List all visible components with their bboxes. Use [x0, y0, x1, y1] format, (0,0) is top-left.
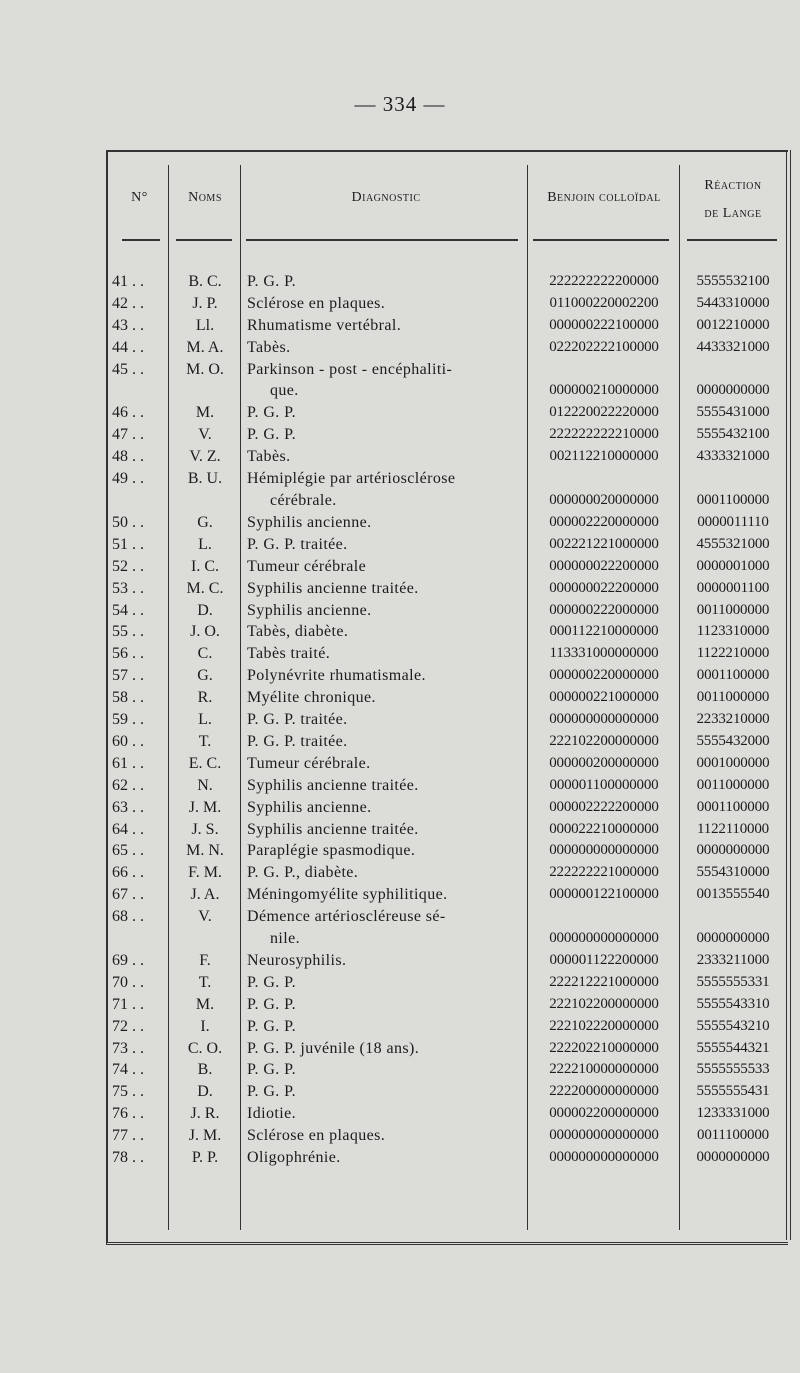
- row-diagnostic: Paraplégie spasmodique.: [247, 842, 416, 860]
- row-lange: 1123310000: [696, 623, 770, 640]
- row-benjoin: 000000221000000: [549, 689, 659, 706]
- row-number: 57 . .: [112, 667, 144, 685]
- row-name: J. P.: [192, 294, 218, 312]
- row-diagnostic: P. G. P. traitée.: [247, 732, 348, 750]
- row-benjoin: 222202210000000: [549, 1039, 659, 1056]
- row-number: 54 . .: [112, 601, 144, 619]
- row-diagnostic: P. G. P.: [247, 1061, 297, 1079]
- row-number: 72 . .: [112, 1017, 144, 1035]
- row-number: 58 . .: [112, 689, 144, 707]
- row-lange: 0000000000: [696, 382, 770, 399]
- row-benjoin: 000000200000000: [549, 754, 659, 771]
- row-number: 73 . .: [112, 1039, 144, 1057]
- row-lange: 0011000000: [696, 601, 770, 618]
- row-lange: 1233331000: [696, 1105, 770, 1122]
- row-diagnostic: Parkinson - post - encéphaliti-: [247, 360, 453, 378]
- row-name: J. M.: [188, 1127, 222, 1145]
- row-diagnostic: P. G. P.: [247, 1083, 297, 1101]
- row-number: 77 . .: [112, 1127, 144, 1145]
- row-benjoin: 000000000000000: [549, 1127, 659, 1144]
- row-name: C. O.: [187, 1039, 223, 1057]
- row-benjoin: 000002222200000: [549, 798, 659, 815]
- row-diagnostic: P. G. P., diabète.: [247, 864, 359, 882]
- row-number: 65 . .: [112, 842, 144, 860]
- row-diagnostic: Tabès.: [247, 338, 291, 356]
- row-name: G.: [197, 513, 213, 531]
- row-diagnostic: P. G. P.: [247, 995, 297, 1013]
- row-name: M. N.: [186, 842, 224, 860]
- row-benjoin: 222222222210000: [549, 426, 659, 443]
- row-lange: 0001100000: [696, 667, 770, 684]
- row-diagnostic: Tabès, diabète.: [247, 623, 349, 641]
- row-diagnostic: Syphilis ancienne.: [247, 798, 372, 816]
- page-number: — 334 —: [354, 92, 446, 116]
- row-lange: 5555431000: [696, 404, 770, 421]
- row-diagnostic: P. G. P. juvénile (18 ans).: [247, 1039, 420, 1057]
- row-benjoin: 012220022220000: [549, 404, 659, 421]
- row-benjoin: 000000000000000: [549, 929, 659, 946]
- row-diagnostic: Syphilis ancienne.: [247, 601, 372, 619]
- header-benjoin: Benjoin colloïdal: [547, 190, 661, 205]
- column-separator: [168, 165, 169, 1230]
- row-number: 45 . .: [112, 360, 144, 378]
- row-benjoin: 000000000000000: [549, 842, 659, 859]
- row-benjoin: 222102220000000: [549, 1017, 659, 1034]
- row-lange: 4555321000: [696, 535, 770, 552]
- row-diagnostic: Syphilis ancienne traitée.: [247, 820, 419, 838]
- header-rule: [533, 239, 669, 242]
- row-number: 50 . .: [112, 513, 144, 531]
- row-diagnostic: Rhumatisme vertébral.: [247, 316, 402, 334]
- row-name: V.: [198, 426, 212, 444]
- row-lange: 0011100000: [697, 1127, 769, 1144]
- row-name: J. S.: [191, 820, 219, 838]
- row-number: 75 . .: [112, 1083, 144, 1101]
- row-name: M. O.: [186, 360, 224, 378]
- row-number: 78 . .: [112, 1149, 144, 1166]
- row-benjoin: 000001122200000: [549, 951, 659, 968]
- row-diagnostic: Tabès.: [247, 448, 291, 466]
- row-benjoin: 000000022200000: [549, 557, 659, 574]
- row-lange: 0000000000: [696, 842, 770, 859]
- row-lange: 0000000000: [696, 929, 770, 946]
- row-benjoin: 000000220000000: [549, 667, 659, 684]
- row-benjoin: 222222222200000: [549, 273, 659, 289]
- row-name: F. M.: [188, 864, 222, 882]
- column-separator: [527, 165, 528, 1230]
- row-name: P. P.: [191, 1149, 219, 1166]
- row-benjoin: 222200000000000: [549, 1083, 659, 1100]
- row-number: 48 . .: [112, 448, 144, 466]
- table-right-rule: [786, 150, 791, 1240]
- row-diagnostic-continued: nile.: [270, 929, 300, 947]
- row-number: 68 . .: [112, 908, 144, 926]
- row-lange: 0001100000: [696, 491, 770, 508]
- row-name: D.: [197, 1083, 213, 1101]
- row-number: 43 . .: [112, 316, 144, 334]
- row-name: Ll.: [195, 316, 215, 334]
- row-number: 62 . .: [112, 776, 144, 794]
- row-diagnostic: P. G. P.: [247, 404, 297, 422]
- row-diagnostic: Syphilis ancienne traitée.: [247, 579, 419, 597]
- row-diagnostic: Myélite chronique.: [247, 689, 376, 707]
- row-diagnostic: Syphilis ancienne.: [247, 513, 372, 531]
- row-lange: 2233210000: [696, 711, 770, 727]
- row-lange: 5555543310: [696, 995, 770, 1012]
- row-name: B. C.: [188, 273, 222, 290]
- row-diagnostic: Syphilis ancienne traitée.: [247, 776, 419, 794]
- row-benjoin: 000000222000000: [549, 601, 659, 618]
- row-name: J. R.: [190, 1105, 220, 1123]
- row-lange: 5555543210: [696, 1017, 770, 1034]
- row-number: 47 . .: [112, 426, 144, 444]
- row-number: 41 . .: [112, 273, 144, 290]
- row-lange: 5443310000: [696, 294, 770, 311]
- row-diagnostic: Tabès traité.: [247, 645, 331, 663]
- row-diagnostic: P. G. P. traitée.: [247, 535, 348, 553]
- row-diagnostic-continued: cérébrale.: [270, 491, 337, 509]
- row-benjoin: 000002200000000: [549, 1105, 659, 1122]
- row-name: B.: [197, 1061, 213, 1079]
- row-number: 46 . .: [112, 404, 144, 422]
- row-lange: 1122110000: [697, 820, 769, 837]
- row-name: J. O.: [190, 623, 220, 641]
- row-diagnostic: Hémiplégie par artériosclérose: [247, 470, 456, 488]
- row-diagnostic: P. G. P.: [247, 973, 297, 991]
- column-separator: [240, 165, 241, 1230]
- row-lange: 0000001000: [696, 557, 770, 574]
- row-diagnostic: P. G. P.: [247, 1017, 297, 1035]
- row-benjoin: 000112210000000: [549, 623, 659, 640]
- row-name: T.: [198, 973, 212, 991]
- row-diagnostic: Neurosyphilis.: [247, 951, 347, 969]
- row-name: F.: [199, 951, 211, 969]
- row-diagnostic: Sclérose en plaques.: [247, 294, 386, 312]
- row-number: 71 . .: [112, 995, 144, 1013]
- row-lange: 5555555431: [696, 1083, 770, 1100]
- row-number: 56 . .: [112, 645, 144, 663]
- row-lange: 5554310000: [696, 864, 770, 881]
- row-number: 70 . .: [112, 973, 144, 991]
- row-diagnostic: P. G. P.: [247, 426, 297, 444]
- row-name: M.: [195, 404, 215, 422]
- row-number: 49 . .: [112, 470, 144, 488]
- row-benjoin: 000000020000000: [549, 491, 659, 508]
- row-name: V.: [198, 908, 212, 926]
- row-number: 59 . .: [112, 711, 144, 728]
- row-name: M. C.: [186, 579, 224, 597]
- row-number: 55 . .: [112, 623, 144, 641]
- row-diagnostic-continued: que.: [270, 382, 299, 400]
- header-noms: Noms: [188, 190, 222, 205]
- row-diagnostic: Méningomyélite syphilitique.: [247, 886, 448, 904]
- row-name: V. Z.: [189, 448, 221, 466]
- row-lange: 5555555331: [696, 973, 770, 990]
- row-diagnostic: P. G. P.: [247, 273, 297, 290]
- row-lange: 0013555540: [696, 886, 770, 903]
- row-benjoin: 011000220002200: [549, 294, 659, 311]
- row-benjoin: 113331000000000: [549, 645, 659, 662]
- row-number: 53 . .: [112, 579, 144, 597]
- row-name: D.: [197, 601, 213, 619]
- row-number: 52 . .: [112, 557, 144, 575]
- row-benjoin: 022202222100000: [549, 338, 659, 355]
- row-lange: 2333211000: [696, 951, 770, 968]
- row-benjoin: 000001100000000: [549, 776, 659, 793]
- row-number: 42 . .: [112, 294, 144, 312]
- row-lange: 0012210000: [696, 316, 770, 333]
- row-lange: 0000000000: [696, 1149, 770, 1165]
- row-name: L.: [198, 711, 212, 728]
- row-lange: 0011000000: [696, 776, 770, 793]
- row-lange: 5555532100: [696, 273, 770, 289]
- row-diagnostic: Sclérose en plaques.: [247, 1127, 386, 1145]
- header-diagnostic: Diagnostic: [351, 190, 421, 205]
- row-number: 69 . .: [112, 951, 144, 969]
- row-number: 67 . .: [112, 886, 144, 904]
- row-name: R.: [197, 689, 213, 707]
- row-number: 61 . .: [112, 754, 144, 772]
- row-benjoin: 000000210000000: [549, 382, 659, 399]
- row-benjoin: 222210000000000: [549, 1061, 659, 1078]
- header-lange-line1: Réaction: [704, 178, 762, 193]
- row-lange: 0001100000: [696, 798, 770, 815]
- row-number: 44 . .: [112, 338, 144, 356]
- row-number: 76 . .: [112, 1105, 144, 1123]
- row-lange: 0000001100: [696, 579, 770, 596]
- header-rule: [176, 239, 232, 242]
- row-name: J. A.: [190, 886, 220, 904]
- row-lange: 0000011110: [697, 513, 769, 530]
- row-diagnostic: Idiotie.: [247, 1105, 296, 1123]
- row-benjoin: 000000000000000: [549, 711, 659, 727]
- row-number: 66 . .: [112, 864, 144, 882]
- row-name: C.: [197, 645, 213, 663]
- row-lange: 0011000000: [696, 689, 770, 706]
- row-lange: 5555432000: [696, 732, 770, 749]
- row-lange: 5555555533: [696, 1061, 770, 1078]
- row-name: G.: [197, 667, 213, 685]
- row-diagnostic: Démence artérioscléreuse sé-: [247, 908, 446, 926]
- row-name: E. C.: [188, 754, 222, 772]
- header-rule: [246, 239, 518, 242]
- row-lange: 5555432100: [696, 426, 770, 443]
- row-name: J. M.: [188, 798, 222, 816]
- header-rule: [687, 239, 777, 242]
- row-diagnostic: P. G. P. traitée.: [247, 711, 348, 728]
- row-benjoin: 002112210000000: [549, 448, 659, 465]
- row-benjoin: 000000022200000: [549, 579, 659, 596]
- row-name: L.: [198, 535, 212, 553]
- row-benjoin: 222222221000000: [549, 864, 659, 881]
- row-diagnostic: Polynévrite rhumatismale.: [247, 667, 426, 685]
- row-diagnostic: Tumeur cérébrale.: [247, 754, 371, 772]
- row-lange: 5555544321: [696, 1039, 770, 1056]
- row-number: 63 . .: [112, 798, 144, 816]
- row-number: 60 . .: [112, 732, 144, 750]
- column-separator: [679, 165, 680, 1230]
- row-name: I.: [200, 1017, 210, 1035]
- row-benjoin: 222212221000000: [549, 973, 659, 990]
- header-no: N°: [131, 190, 148, 205]
- row-benjoin: 000002220000000: [549, 513, 659, 530]
- row-benjoin: 222102200000000: [549, 995, 659, 1012]
- row-lange: 0001000000: [696, 754, 770, 771]
- header-rule: [122, 239, 160, 242]
- header-lange-line2: de Lange: [704, 206, 762, 221]
- row-lange: 4333321000: [696, 448, 770, 465]
- row-name: N.: [197, 776, 213, 794]
- row-benjoin: 000000000000000: [549, 1149, 659, 1165]
- row-name: M. A.: [186, 338, 224, 356]
- row-name: B. U.: [187, 470, 223, 488]
- row-benjoin: 000000122100000: [549, 886, 659, 903]
- row-number: 74 . .: [112, 1061, 144, 1079]
- row-name: T.: [198, 732, 212, 750]
- row-benjoin: 222102200000000: [549, 732, 659, 749]
- row-name: I. C.: [191, 557, 219, 575]
- row-benjoin: 002221221000000: [549, 535, 659, 552]
- row-benjoin: 000000222100000: [549, 316, 659, 333]
- row-diagnostic: Tumeur cérébrale: [247, 557, 367, 575]
- row-lange: 1122210000: [696, 645, 770, 662]
- row-diagnostic: Oligophrénie.: [247, 1149, 341, 1166]
- row-lange: 4433321000: [696, 338, 770, 355]
- row-name: M.: [195, 995, 215, 1013]
- row-number: 64 . .: [112, 820, 144, 838]
- row-benjoin: 000022210000000: [549, 820, 659, 837]
- row-number: 51 . .: [112, 535, 144, 553]
